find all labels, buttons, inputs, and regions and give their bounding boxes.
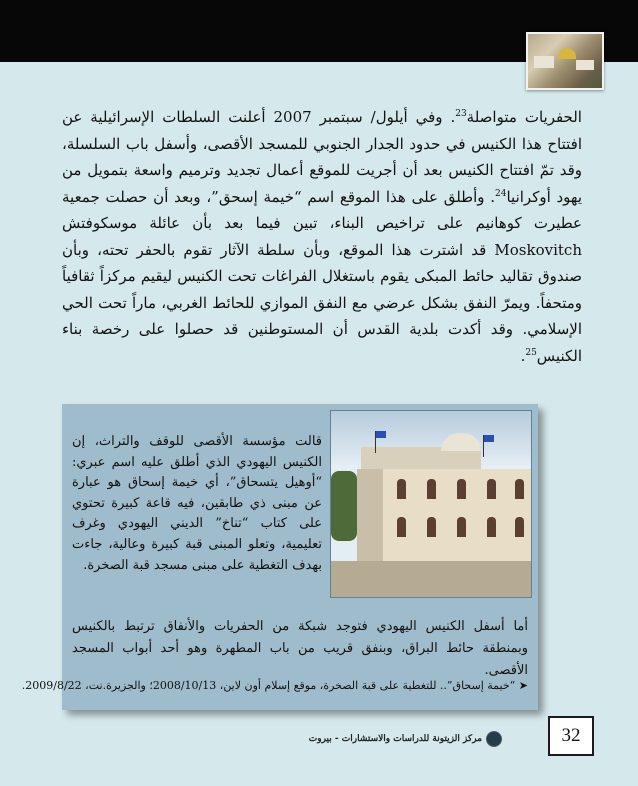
footnote-ref-25[interactable]: 25 bbox=[525, 347, 537, 358]
main-text-part-4: . bbox=[520, 346, 526, 365]
synagogue-photo bbox=[330, 410, 532, 598]
sidebar-box bbox=[21, 404, 538, 710]
header-thumbnail-image bbox=[526, 32, 604, 90]
publisher-logo bbox=[308, 728, 502, 750]
footnote-ref-24[interactable]: 24 bbox=[495, 188, 507, 199]
publisher-name: مركز الزيتونة للدراسات والاستشارات - بيروت bbox=[308, 734, 482, 744]
quote-text: قالت مؤسسة الأقصى للوقف والتراث، إن الكنيس اليهودي الذي أطلق عليه اسم عبري: “أوهيل يتسحاق”، أي خيمة إسحاق هو عبارة عن مبنى ذي طابقين، فيه قاعة كبيرة تحتوي على كتاب “تناخ” الديني اليهودي وغرف تعليمية، وتعلو المبنى قبة كبيرة وعالية، جاءت بهدف التغطية على مبنى مسجد قبة الصخرة. bbox=[72, 434, 322, 573]
source-citation: ➤ “خيمة إسحاق”.. للتغطية على قبة الصخرة، موقع إسلام أون لاين، 2008/10/13؛ والجزيرة.نت، 2009/8/22. bbox=[21, 679, 528, 692]
zaytouna-logo-icon bbox=[486, 731, 502, 747]
main-paragraph bbox=[62, 104, 582, 390]
main-text-part-1: الحفريات متواصلة bbox=[466, 108, 582, 126]
main-text-part-3: . وأطلق على هذا الموقع اسم “خيمة إسحق”، وبعد أن حصلت جمعية عطيرت كوهانيم على تراخيص البناء، تبين فيما بعد بأن عائلة موسكوفتش Moskovitch قد اشترت هذا الموقع، وبأن سلطة الآثار تقوم بالحفر تحته، وبأن صندوق تقاليد حائط المبكى يقوم باستغلال الفراغات تحت الكنيس ليقيم مركزاً ثقافياً ومتحفاً. ويمرّ النفق بشكل عرضي مع النفق الموازي للحائط الغربي، ماراً تحت الحي الإسلامي. وقد أكدت بلدية القدس أن المستوطنين قد حصلوا على رخصة بناء الكنيس bbox=[62, 187, 582, 365]
footnote-ref-23[interactable]: 23 bbox=[455, 109, 467, 119]
box-note-text: أما أسفل الكنيس اليهودي فتوجد شبكة من الحفريات والأنفاق ترتبط بالكنيس وبمنطقة حائط البراق، وبنفق قريب من باب المطهرة وهو أحد أبواب المسجد الأقصى. bbox=[72, 619, 528, 678]
page-number: 32 bbox=[548, 716, 594, 756]
main-text-part-2: . وفي أيلول/ سبتمبر 2007 أعلنت السلطات الإسرائيلية عن افتتاح هذا الكنيس في حدود الجدار الجنوبي للمسجد الأقصى، وأسفل باب السلسلة، وقد تمّ افتتاح الكنيس بعد أن أجريت للموقع أعمال تجديد وترميم واسعة بتمويل من يهود أوكرانيا bbox=[62, 108, 582, 206]
